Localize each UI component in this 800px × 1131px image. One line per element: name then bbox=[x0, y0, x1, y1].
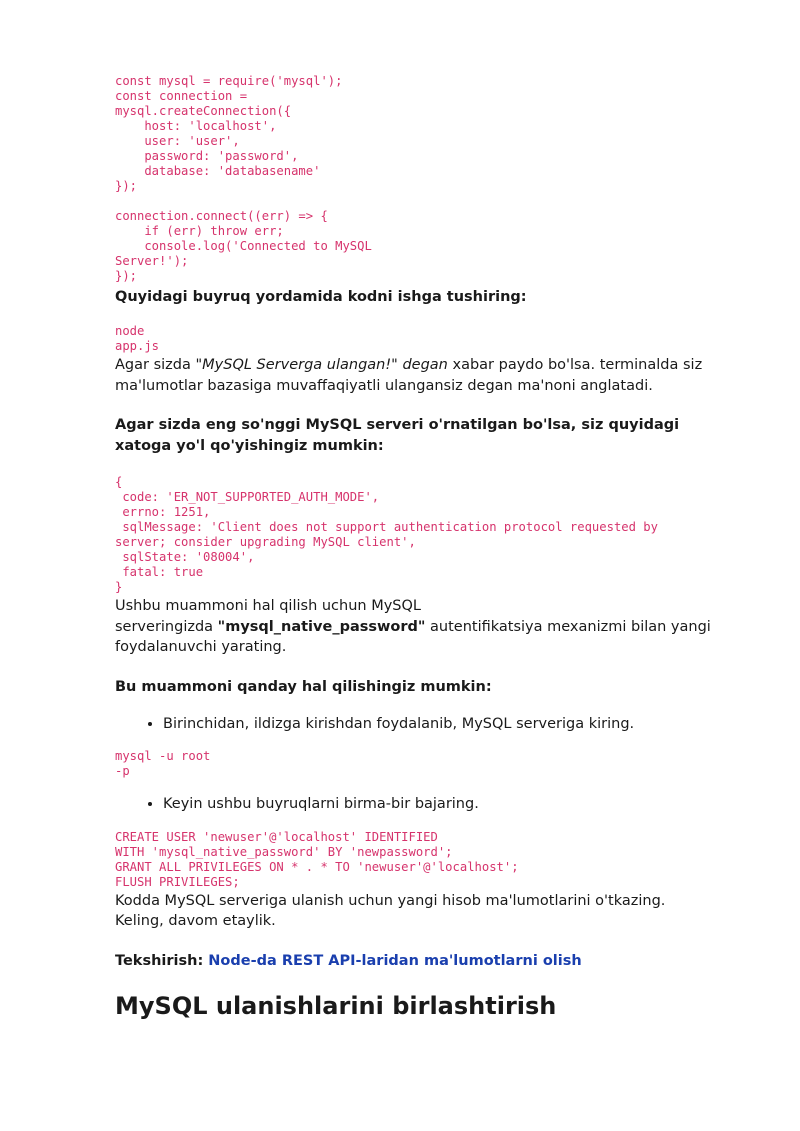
related-article-link[interactable]: Node-da REST API-laridan ma'lumotlarni olish bbox=[208, 952, 582, 969]
code-block-sql: CREATE USER 'newuser'@'localhost' IDENTIFIED WITH 'mysql_native_password' BY 'newpassword'; GRANT ALL PRIVILEGES ON * . * TO 'newuser'@'localhost'; FLUSH PRIVILEGES; bbox=[115, 829, 519, 889]
list-item: • Birinchidan, ildizga kirishdan foydalanib, MySQL serveriga kiring. bbox=[163, 714, 715, 734]
code-block-error: { code: 'ER_NOT_SUPPORTED_AUTH_MODE', errno: 1251, sqlMessage: 'Client does not support authentication protocol requested by server; consider upgrading MySQL client', sqlState: '08004', fatal: true } bbox=[115, 475, 658, 594]
article-body bbox=[115, 74, 715, 1021]
code-block-login: mysql -u root -p bbox=[115, 748, 211, 778]
list-item: • Keyin ushbu buyruqlarni birma-bir bajaring. bbox=[163, 794, 715, 814]
fix-paragraph-post: autentifikatsiya mexanizmi bilan yangi foydalanuvchi yarating. bbox=[115, 618, 711, 655]
auth-plugin-name: "mysql_native_password" bbox=[217, 618, 426, 635]
check-line bbox=[115, 951, 715, 972]
run-heading: Quyidagi buyruq yordamida kodni ishga tushiring: bbox=[115, 289, 527, 305]
fix-heading: Bu muammoni qanday hal qilishingiz mumkin: bbox=[115, 678, 492, 695]
code-block-connection: const mysql = require('mysql'); const connection = mysql.createConnection({ host: 'localhost', user: 'user', password: 'password', database: 'databasename' }); connection.connect((err) => { if (err) throw err; console.log('Connected to MySQL Server!'); }); bbox=[115, 74, 372, 283]
check-label: Tekshirish: bbox=[115, 952, 209, 969]
step-list-2 bbox=[115, 794, 715, 814]
fix-paragraph bbox=[115, 596, 715, 658]
code-block-run: node app.js bbox=[115, 324, 160, 353]
fix-paragraph-pre: Ushbu muammoni hal qilish uchun MySQL serveringizda bbox=[115, 598, 421, 635]
step-list-1 bbox=[115, 714, 715, 734]
success-message-emphasis: "MySQL Serverga ulangan!" degan bbox=[195, 357, 448, 373]
success-paragraph bbox=[115, 355, 715, 396]
success-paragraph-pre: Agar sizda bbox=[115, 357, 196, 373]
section-title: MySQL ulanishlarini birlashtirish bbox=[115, 992, 557, 1020]
error-heading: Agar sizda eng so'nggi MySQL serveri o'rnatilgan bo'lsa, siz quyidagi xatoga yo'l qo'yishingiz mumkin: bbox=[115, 417, 680, 454]
credentials-paragraph: Kodda MySQL serveriga ulanish uchun yangi hisob ma'lumotlarini o'tkazing. Keling, davom etaylik. bbox=[115, 892, 666, 929]
success-paragraph-post: xabar paydo bo'lsa. terminalda siz ma'lumotlar bazasiga muvaffaqiyatli ulangansiz degan ma'noni anglatadi. bbox=[115, 357, 703, 394]
